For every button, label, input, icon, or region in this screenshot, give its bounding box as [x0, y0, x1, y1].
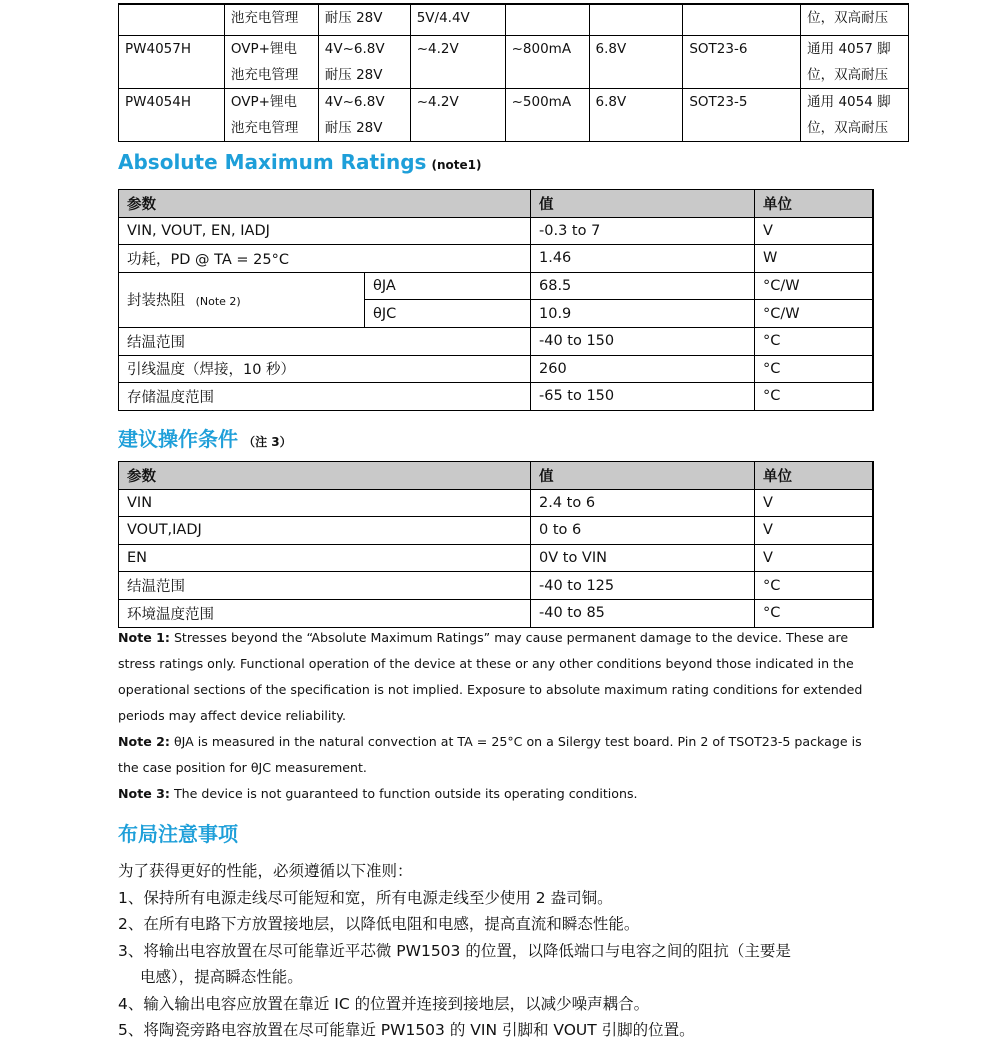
table-row: 结温范围 -40 to 150 °C: [119, 327, 874, 355]
layout-intro: 为了获得更好的性能，必须遵循以下准则：: [118, 862, 413, 880]
table-row: VOUT,IADJ 0 to 6 V: [119, 517, 874, 545]
abs-max-heading: [118, 150, 482, 174]
table-row: VIN, VOUT, EN, IADJ -0.3 to 7 V: [119, 217, 874, 245]
table-row: PW4054H OVP+锂电 池充电管理 4V~6.8V 耐压 28V ~4.2V ~500mA 6.8V SOT23-5 通用 4054 脚 位，双高耐压: [119, 89, 909, 142]
model-cell: PW4057H: [119, 36, 225, 89]
layout-guidelines: [118, 858, 898, 1044]
table-row: 环境温度范围 -40 to 85 °C: [119, 599, 874, 627]
abs-max-title: Absolute Maximum Ratings: [118, 150, 427, 174]
list-item-continuation: 电感），提高瞬态性能。: [140, 968, 303, 986]
note-2: Note 2: θJA is measured in the natural convection at TA = 25°C on a Silergy test board. Pin 2 of TSOT23-5 package is the case position for θJC measurement.: [118, 734, 862, 775]
table-row: θJC 10.9 °C/W: [119, 300, 874, 328]
list-item: 2、在所有电路下方放置接地层，以降低电阻和电感，提高直流和瞬态性能。: [118, 915, 640, 933]
rec-heading: [118, 423, 292, 452]
note-1: Note 1: Stresses beyond the “Absolute Maximum Ratings” may cause permanent damage to the device. These are stress ratings only. Functional operation of the device at these or any other conditions beyond those indicated in the operational sections of the specification is not implied. Exposure to absolute maximum rating conditions for extended periods may affect device reliability.: [118, 630, 863, 723]
table-row: VIN 2.4 to 6 V: [119, 489, 874, 517]
product-table: [118, 3, 909, 142]
table-row: 池充电管理 耐压 28V 5V/4.4V 位，双高耐压: [119, 4, 909, 36]
table-row: 引线温度（焊接，10 秒） 260 °C: [119, 355, 874, 383]
notes-block: [118, 625, 878, 807]
abs-max-table: [118, 189, 874, 411]
list-item: 1、保持所有电源走线尽可能短和宽，所有电源走线至少使用 2 盎司铜。: [118, 888, 613, 907]
model-cell: PW4054H: [119, 89, 225, 142]
table-row: 结温范围 -40 to 125 °C: [119, 572, 874, 600]
thermal-label: 封装热阻 (Note 2): [119, 272, 365, 327]
layout-title: 布局注意事项: [118, 822, 238, 846]
list-item: 5、将陶瓷旁路电容放置在尽可能靠近 PW1503 的 VIN 引脚和 VOUT 引脚的位置。: [118, 1021, 695, 1039]
abs-max-note: (note1): [431, 158, 482, 172]
list-item: 4、输入输出电容应放置在靠近 IC 的位置并连接到接地层，以减少噪声耦合。: [118, 994, 650, 1013]
note-3: Note 3: The device is not guaranteed to function outside its operating conditions.: [118, 786, 638, 801]
table-row: 封装热阻 (Note 2) θJA 68.5 °C/W: [119, 272, 874, 300]
list-item: 3、将输出电容放置在尽可能靠近平芯微 PW1503 的位置，以降低端口与电容之间的阻抗（主要是: [118, 941, 791, 960]
rec-note: （注 3）: [243, 435, 292, 449]
table-row: PW4057H OVP+锂电 池充电管理 4V~6.8V 耐压 28V ~4.2V ~800mA 6.8V SOT23-6 通用 4057 脚 位，双高耐压: [119, 36, 909, 89]
table-header-row: 参数 值 单位: [119, 190, 874, 218]
layout-heading: [118, 818, 238, 847]
table-row: EN 0V to VIN V: [119, 544, 874, 572]
table-row: 功耗，PD @ TA = 25°C 1.46 W: [119, 245, 874, 273]
rec-table: [118, 461, 874, 628]
rec-title: 建议操作条件: [118, 427, 238, 451]
table-header-row: 参数 值 单位: [119, 462, 874, 490]
table-row: 存储温度范围 -65 to 150 °C: [119, 383, 874, 411]
